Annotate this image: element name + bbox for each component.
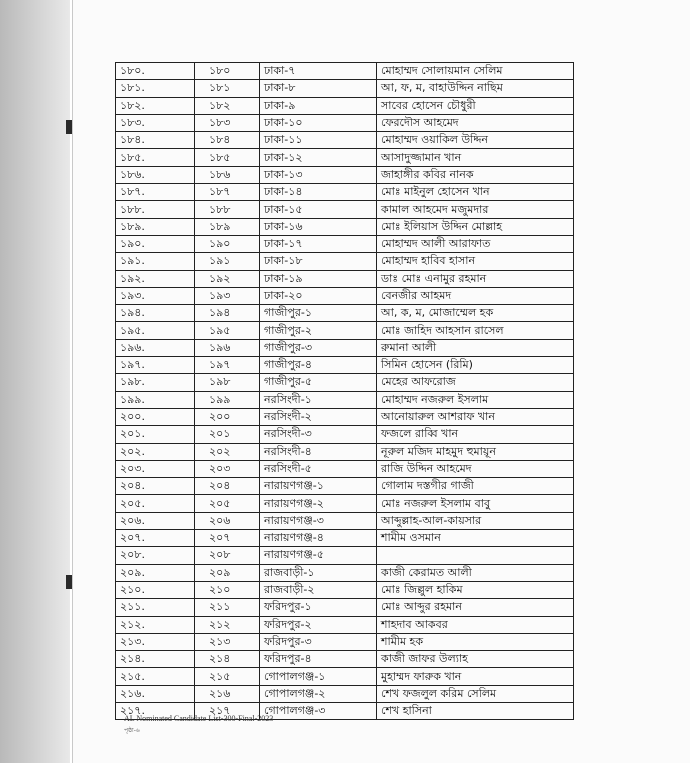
candidate-name-cell: মোহাম্মদ নজরুল ইসলাম (377, 391, 574, 408)
constituency-cell: ফরিদপুর-২ (260, 616, 377, 633)
table-row (116, 305, 574, 322)
table-row (116, 132, 574, 149)
constituency-cell: ঢাকা-১৩ (260, 166, 377, 183)
table-row (116, 668, 574, 685)
seat-number-cell: ১৮২ (195, 97, 260, 114)
serial-cell: ১৯৪. (116, 305, 195, 322)
serial-cell: ২১৭. (116, 702, 195, 719)
candidate-name-cell: গোলাম দস্তগীর গাজী (377, 478, 574, 495)
seat-number-cell: ২১০ (195, 581, 260, 598)
serial-cell: ১৯৬. (116, 339, 195, 356)
candidate-name-cell: মেহের আফরোজ (377, 374, 574, 391)
constituency-cell: নারায়ণগঞ্জ-৩ (260, 512, 377, 529)
serial-cell: ১৮৬. (116, 166, 195, 183)
constituency-cell: নারায়ণগঞ্জ-১ (260, 478, 377, 495)
seat-number-cell: ১৯৭ (195, 357, 260, 374)
table-row (116, 253, 574, 270)
table-row (116, 391, 574, 408)
seat-number-cell: ১৯৫ (195, 322, 260, 339)
seat-number-cell: ২০৪ (195, 478, 260, 495)
serial-cell: ২০৩. (116, 460, 195, 477)
serial-cell: ১৮০. (116, 63, 195, 80)
candidate-name-cell: ফজলে রাব্বি খান (377, 426, 574, 443)
constituency-cell: রাজবাড়ী-১ (260, 564, 377, 581)
table-row (116, 97, 574, 114)
table-row (116, 322, 574, 339)
candidate-name-cell: শামীম ওসমান (377, 530, 574, 547)
seat-number-cell: ১৮৯ (195, 218, 260, 235)
serial-cell: ২১৫. (116, 668, 195, 685)
candidate-table (115, 62, 574, 720)
candidate-name-cell: শেখ হাসিনা (377, 702, 574, 719)
candidate-name-cell: মোহাম্মদ হাবিব হাসান (377, 253, 574, 270)
table-row (116, 530, 574, 547)
serial-cell: ১৮৫. (116, 149, 195, 166)
constituency-cell: নরসিংদী-১ (260, 391, 377, 408)
candidate-table-body (116, 63, 574, 720)
seat-number-cell: ২০৬ (195, 512, 260, 529)
constituency-cell: ঢাকা-১৪ (260, 184, 377, 201)
candidate-name-cell: আ, ফ, ম, বাহাউদ্দিন নাছিম (377, 80, 574, 97)
serial-cell: ১৮২. (116, 97, 195, 114)
candidate-name-cell: মোঃ জিল্লুল হাকিম (377, 581, 574, 598)
footer-filename: AL Nominated Candidate List-300-Final-2023 (124, 714, 274, 723)
table-row (116, 426, 574, 443)
constituency-cell: ঢাকা-১২ (260, 149, 377, 166)
table-row (116, 443, 574, 460)
seat-number-cell: ২১৬ (195, 685, 260, 702)
serial-cell: ১৯৩. (116, 287, 195, 304)
seat-number-cell: ২০৭ (195, 530, 260, 547)
seat-number-cell: ২০০ (195, 408, 260, 425)
constituency-cell: ফরিদপুর-৪ (260, 651, 377, 668)
constituency-cell: ঢাকা-১৬ (260, 218, 377, 235)
constituency-cell: গোপালগঞ্জ-২ (260, 685, 377, 702)
constituency-cell: ঢাকা-১০ (260, 114, 377, 131)
candidate-name-cell (377, 547, 574, 564)
table-row (116, 201, 574, 218)
constituency-cell: গাজীপুর-১ (260, 305, 377, 322)
seat-number-cell: ১৮৩ (195, 114, 260, 131)
table-row (116, 512, 574, 529)
constituency-cell: ঢাকা-১১ (260, 132, 377, 149)
seat-number-cell: ১৯১ (195, 253, 260, 270)
table-row (116, 478, 574, 495)
candidate-name-cell: সাবের হোসেন চৌধুরী (377, 97, 574, 114)
candidate-name-cell: শামীম হক (377, 633, 574, 650)
seat-number-cell: ২১৩ (195, 633, 260, 650)
candidate-name-cell: মোহাম্মদ আলী আরাফাত (377, 235, 574, 252)
constituency-cell: নারায়ণগঞ্জ-২ (260, 495, 377, 512)
table-row (116, 287, 574, 304)
serial-cell: ২০৯. (116, 564, 195, 581)
candidate-name-cell: রাজি উদ্দিন আহমেদ (377, 460, 574, 477)
seat-number-cell: ১৯৮ (195, 374, 260, 391)
constituency-cell: গাজীপুর-২ (260, 322, 377, 339)
constituency-cell: গাজীপুর-৩ (260, 339, 377, 356)
candidate-name-cell: কামাল আহমেদ মজুমদার (377, 201, 574, 218)
constituency-cell: নরসিংদী-৩ (260, 426, 377, 443)
seat-number-cell: ২০৯ (195, 564, 260, 581)
table-row (116, 651, 574, 668)
seat-number-cell: ১৯৯ (195, 391, 260, 408)
candidate-name-cell: সিমিন হোসেন (রিমি) (377, 357, 574, 374)
serial-cell: ২১১. (116, 599, 195, 616)
constituency-cell: ঢাকা-১৯ (260, 270, 377, 287)
candidate-name-cell: মোঃ নজরুল ইসলাম বাবু (377, 495, 574, 512)
seat-number-cell: ১৮১ (195, 80, 260, 97)
serial-cell: ১৮৯. (116, 218, 195, 235)
serial-cell: ১৯৭. (116, 357, 195, 374)
candidate-name-cell: মোহাম্মদ সোলায়মান সেলিম (377, 63, 574, 80)
table-row (116, 149, 574, 166)
serial-cell: ১৯৫. (116, 322, 195, 339)
constituency-cell: রাজবাড়ী-২ (260, 581, 377, 598)
candidate-name-cell: মুহাম্মদ ফারুক খান (377, 668, 574, 685)
candidate-name-cell: আনোয়ারুল আশরাফ খান (377, 408, 574, 425)
serial-cell: ২০৭. (116, 530, 195, 547)
table-row (116, 270, 574, 287)
serial-cell: ২০২. (116, 443, 195, 460)
table-row (116, 685, 574, 702)
constituency-cell: নারায়ণগঞ্জ-৪ (260, 530, 377, 547)
serial-cell: ১৮৮. (116, 201, 195, 218)
constituency-cell: ঢাকা-২০ (260, 287, 377, 304)
seat-number-cell: ১৮৫ (195, 149, 260, 166)
seat-number-cell: ২১৫ (195, 668, 260, 685)
serial-cell: ১৮৭. (116, 184, 195, 201)
seat-number-cell: ১৮৮ (195, 201, 260, 218)
candidate-name-cell: নূরুল মজিদ মাহমুদ হুমায়ূন (377, 443, 574, 460)
seat-number-cell: ২০৫ (195, 495, 260, 512)
candidate-name-cell: রুমানা আলী (377, 339, 574, 356)
seat-number-cell: ১৮৭ (195, 184, 260, 201)
table-row (116, 235, 574, 252)
seat-number-cell: ১৮০ (195, 63, 260, 80)
constituency-cell: ফরিদপুর-১ (260, 599, 377, 616)
serial-cell: ২১০. (116, 581, 195, 598)
table-row (116, 495, 574, 512)
table-row (116, 633, 574, 650)
candidate-name-cell: মোঃ আব্দুর রহমান (377, 599, 574, 616)
serial-cell: ২১২. (116, 616, 195, 633)
seat-number-cell: ১৯০ (195, 235, 260, 252)
candidate-name-cell: শেখ ফজলুল করিম সেলিম (377, 685, 574, 702)
table-row (116, 374, 574, 391)
table-row (116, 184, 574, 201)
constituency-cell: ঢাকা-১৭ (260, 235, 377, 252)
table-row (116, 408, 574, 425)
seat-number-cell: ১৯৪ (195, 305, 260, 322)
table-row (116, 339, 574, 356)
constituency-cell: ঢাকা-৯ (260, 97, 377, 114)
candidate-name-cell: কাজী জাফর উল্যাহ (377, 651, 574, 668)
constituency-cell: নরসিংদী-৪ (260, 443, 377, 460)
seat-number-cell: ২১৪ (195, 651, 260, 668)
table-row (116, 581, 574, 598)
table-row (116, 547, 574, 564)
serial-cell: ২১৪. (116, 651, 195, 668)
constituency-cell: গোপালগঞ্জ-১ (260, 668, 377, 685)
constituency-cell: ফরিদপুর-৩ (260, 633, 377, 650)
seat-number-cell: ২১২ (195, 616, 260, 633)
table-row (116, 357, 574, 374)
candidate-name-cell: আসাদুজ্জামান খান (377, 149, 574, 166)
serial-cell: ২০০. (116, 408, 195, 425)
seat-number-cell: ২১১ (195, 599, 260, 616)
serial-cell: ২০৪. (116, 478, 195, 495)
candidate-name-cell: কাজী কেরামত আলী (377, 564, 574, 581)
serial-cell: ২০১. (116, 426, 195, 443)
serial-cell: ১৮৪. (116, 132, 195, 149)
table-row (116, 166, 574, 183)
table-row (116, 599, 574, 616)
candidate-name-cell: আব্দুল্লাহ-আল-কায়সার (377, 512, 574, 529)
candidate-name-cell: মোঃ মাইনুল হোসেন খান (377, 184, 574, 201)
table-row (116, 63, 574, 80)
serial-cell: ১৯২. (116, 270, 195, 287)
seat-number-cell: ২০২ (195, 443, 260, 460)
seat-number-cell: ২১৭ (195, 702, 260, 719)
seat-number-cell: ২০১ (195, 426, 260, 443)
constituency-cell: ঢাকা-৭ (260, 63, 377, 80)
seat-number-cell: ১৯৬ (195, 339, 260, 356)
seat-number-cell: ১৯৩ (195, 287, 260, 304)
candidate-name-cell: মোহাম্মদ ওয়াকিল উদ্দিন (377, 132, 574, 149)
serial-cell: ২১৩. (116, 633, 195, 650)
serial-cell: ২০৮. (116, 547, 195, 564)
seat-number-cell: ২০৮ (195, 547, 260, 564)
footer-page-number: পৃষ্ঠা-৬ (124, 727, 140, 734)
constituency-cell: ঢাকা-১৫ (260, 201, 377, 218)
candidate-name-cell: আ, ক, ম, মোজাম্মেল হক (377, 305, 574, 322)
seat-number-cell: ১৮৪ (195, 132, 260, 149)
candidate-name-cell: জাহাঙ্গীর কবির নানক (377, 166, 574, 183)
serial-cell: ২০৬. (116, 512, 195, 529)
serial-cell: ২০৫. (116, 495, 195, 512)
candidate-name-cell: ডাঃ মোঃ এনামুর রহমান (377, 270, 574, 287)
scan-left-shadow (0, 0, 70, 763)
serial-cell: ১৯৮. (116, 374, 195, 391)
serial-cell: ১৯৯. (116, 391, 195, 408)
constituency-cell: গোপালগঞ্জ-৩ (260, 702, 377, 719)
serial-cell: ১৮১. (116, 80, 195, 97)
serial-cell: ২১৬. (116, 685, 195, 702)
constituency-cell: গাজীপুর-৫ (260, 374, 377, 391)
seat-number-cell: ১৮৬ (195, 166, 260, 183)
table-row (116, 114, 574, 131)
constituency-cell: ঢাকা-১৮ (260, 253, 377, 270)
table-row (116, 80, 574, 97)
candidate-name-cell: মোঃ ইলিয়াস উদ্দিন মোল্লাহ (377, 218, 574, 235)
constituency-cell: গাজীপুর-৪ (260, 357, 377, 374)
table-row (116, 218, 574, 235)
table-row (116, 616, 574, 633)
constituency-cell: নারায়ণগঞ্জ-৫ (260, 547, 377, 564)
serial-cell: ১৯১. (116, 253, 195, 270)
table-row (116, 460, 574, 477)
serial-cell: ১৮৩. (116, 114, 195, 131)
table-row (116, 564, 574, 581)
seat-number-cell: ১৯২ (195, 270, 260, 287)
constituency-cell: নরসিংদী-২ (260, 408, 377, 425)
candidate-name-cell: মোঃ জাহিদ আহসান রাসেল (377, 322, 574, 339)
candidate-name-cell: বেনজীর আহমদ (377, 287, 574, 304)
candidate-name-cell: শাহদাব আকবর (377, 616, 574, 633)
seat-number-cell: ২০৩ (195, 460, 260, 477)
constituency-cell: ঢাকা-৮ (260, 80, 377, 97)
candidate-name-cell: ফেরদৌস আহমেদ (377, 114, 574, 131)
constituency-cell: নরসিংদী-৫ (260, 460, 377, 477)
serial-cell: ১৯০. (116, 235, 195, 252)
